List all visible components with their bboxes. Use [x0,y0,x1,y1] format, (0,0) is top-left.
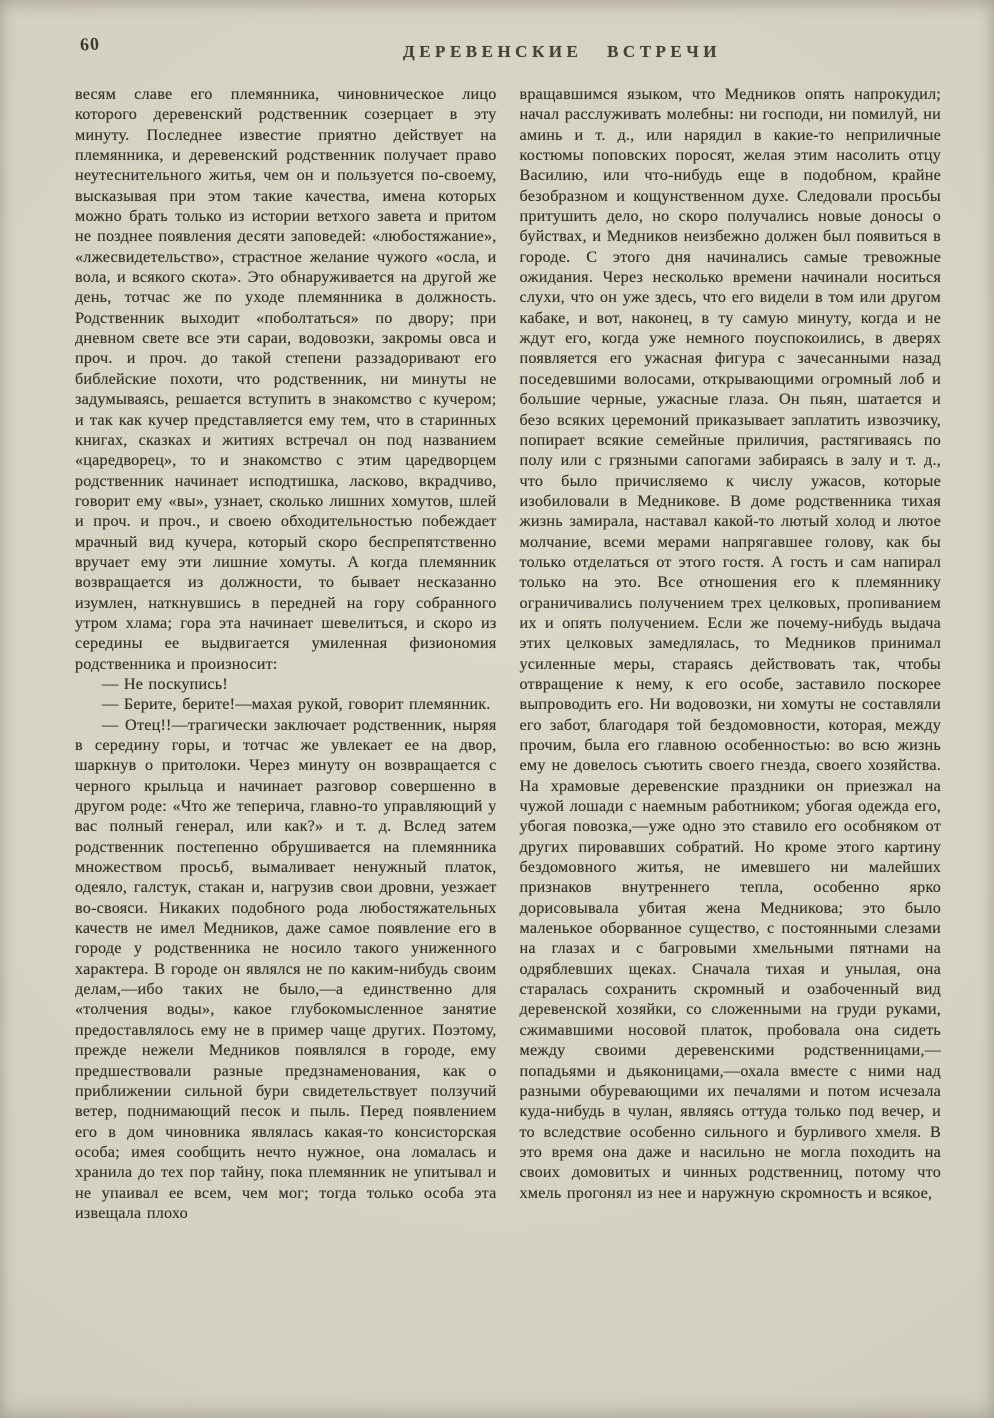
text-columns [75,84,941,1374]
paragraph: — Отец!!—трагически заключает родственник, ныряя в середину горы, и тотчас же увлекает ее на двор, шаркнув о притолоки. Через минуту он возвращается с черного крыльца и начинает разговор совершенно в другом роде: «Что же теперича, главно-то управляющий у вас полный генерал, или как?» и т. д. Вслед затем родственник постепенно обрушивается на племянника множеством просьб, вымаливает ненужный платок, одеяло, галстук, стакан и, нагрузив свои дровни, уезжает во-свояси. Никаких подобного рода любостяжательных качеств не имел Медников, даже самое появление его в городе у родственника не носило такого униженного характера. В городе он являлся не по каким-нибудь своим делам,—ибо таких не было,—а единственно для «толчения воды», какое глубокомысленное занятие предоставлялось ему не в пример чаще других. Поэтому, прежде нежели Медников появлялся в городе, ему предшествовали разные предзнаменования, как о приближении сильной бури свидетельствует ползучий ветер, поднимающий песок и пыль. Перед появлением его в дом чиновника являлась какая-то консисторская особа; имея сообщить нечто нужное, она ломалась и хранила до тех пор тайну, пока племянник не упитывал и не упаивал ее всем, чем мог; тогда только особа эта извещала плохо [75,715,497,1222]
right-column [520,84,942,1374]
left-column [75,84,497,1374]
paragraph: весям славе его племянника, чиновническое лицо которого деревенский родственник созерцает в эту минуту. Последнее известие приятно действует на племянника, и деревенский родственник получает право неутеснительного житья, чем он и пользуется по-своему, высказывая при этом такие качества, имена которых можно брать только из истории ветхого завета и притом не позднее появления десяти заповедей: «любостяжание», «лжесвидетельство», страстное желание чужого «осла, и вола, и всякого скота». Это обнаруживается на другой же день, тотчас же по уходе племянника в должность. Родственник выходит «поболтаться» по двору; при дневном свете все эти сараи, водовозки, закромы овса и проч. и проч. до такой степени раззадоривают его библейские похоти, что родственник, ни минуты не задумываясь, решается вступить в знакомство с кучером; и так как кучер представляется ему тем, что в старинных книгах, сказках и житиях встречал он под названием «царедворец», то и знакомство с этим царедворцем родственник начинает исподтишка, ласково, вкрадчиво, говорит ему «вы», узнает, сколько лишних хомутов, шлей и проч. и проч., и своею обходительностью побеждает мрачный вид кучера, который скоро беспрепятственно вручает ему эти лишние хомуты. А когда племянник возвращается из должности, то бывает несказанно изумлен, наткнувшись в передней на гору собранного утром хлама; гора эта начинает шевелиться, и скоро из середины ее выдвигается умиленная физиономия родственника и произносит: [75,85,497,673]
running-header: ДЕРЕВЕНСКИЕ ВСТРЕЧИ [403,42,721,61]
dialogue-line: — Берите, берите!—махая рукой, говорит племянник. [102,695,491,714]
page-number: 60 [79,33,101,55]
dialogue-line: — Не поскупись! [102,674,228,693]
paragraph: вращавшимся языком, что Медников опять напрокудил; начал расслуживать молебны: ни господи, ни помилуй, ни аминь и т. д., или нарядил в какие-то неприличные костюмы поповских поросят, желая этим насолить отцу Василию, или что-нибудь еще в подобном, крайне безобразном и кощунственном духе. Следовали просьбы притушить дело, но скоро получались новые доносы о буйствах, и Медников неизбежно должен был появиться в городе. С этого дня начинались самые тревожные ожидания. Через несколько времени начинали носиться слухи, что он уже здесь, что его видели в том или другом кабаке, и вот, наконец, в ту самую минуту, когда и не ждут его, когда уже немного поуспокоились, в дверях появляется его ужасная фигура с зачесанными назад поседевшими волосами, открывающими огромный лоб и большие черные, ужасные глаза. Он пьян, шатается и безо всяких церемоний приказывает заплатить извозчику, попирает всякие семейные приличия, растягиваясь по полу или с грязными сапогами забираясь в залу и т. д., что было причисляемо к числу ужасов, которые изобиловали в Медникове. В доме родственника тихая жизнь замирала, наставал какой-то лютый холод и лютое молчание, всеми мерами напрягавшее голову, как бы только отделаться от этого гостя. А гость и сам напирал только на это. Все отношения его к племяннику ограничивались получением трех целковых, пропиванием их и опять получением. Если же почему-нибудь выдача этих целковых замедлялась, то Медников принимал усиленные меры, стараясь действовать так, чтобы отвращение к нему, к его особе, заставило поскорее выпроводить его. Ни водовозки, ни хомуты не составляли его забот, благодаря той бездомовности, которая, между прочим, была его главною особенностью: во всю жизнь ему не довелось съютить своего гнезда, своего хозяйства. На храмовые деревенские праздники он приезжал на чужой лошади с наемным работником; убогая одежда его, убогая повозка,—уже одно это ставило его особняком от других пировавших собратий. Но кроме этого картину бездомовного житья, не имевшего ни малейших признаков внутреннего тепла, особенно ярко дорисовывала убитая жена Медникова; это было маленькое оборванное существо, с постоянными слезами на глазах и с багровыми хмельными пятнами на одряблевших щеках. Сначала тихая и унылая, она старалась сохранить скромный и озабоченный вид деревенской хозяйки, со сложенными на груди руками, сжимавшими носовой платок, пробовала она сидеть между своими деревенскими родственницами,—попадьями и дьяконицами,—охала вместе с ними над разными обуревающими их печалями и потом исчезала куда-нибудь в чулан, являясь оттуда только под вечер, и то вследствие особенно сильного и бурливого хмеля. В это время она даже и насильно не могла походить на своих домовитых и чинных родственниц, потому что хмель прогонял из нее и наружную скромность и всякое, [519,85,941,1202]
